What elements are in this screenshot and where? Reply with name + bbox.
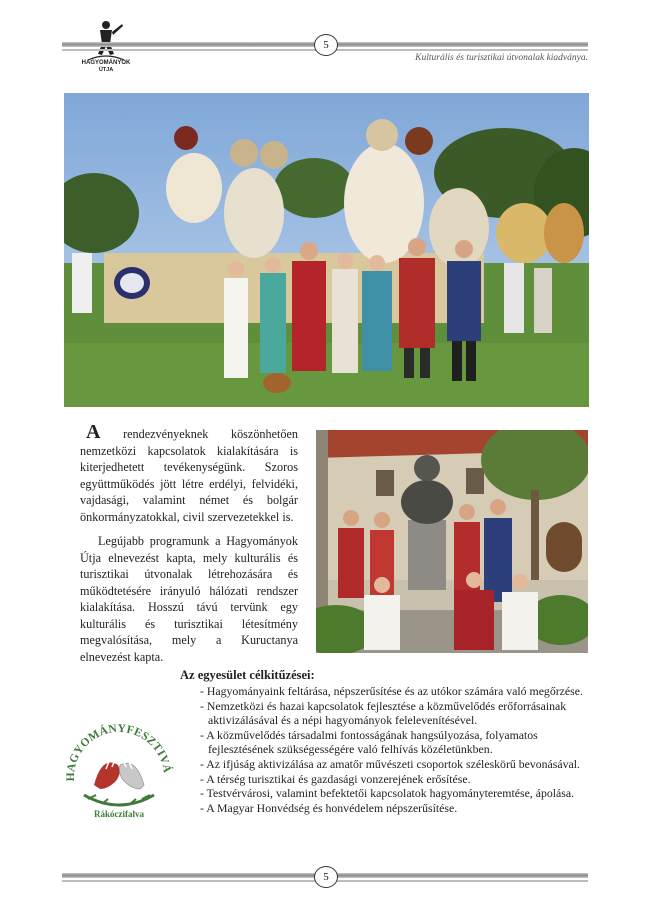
goal-item: - Nemzetközi és hazai kapcsolatok fejlesztése a közművelődés erőforrásainak aktivizálásával és a népi hagyományok felelevenítésével. bbox=[200, 698, 567, 728]
header-caption: Kulturális és turisztikai útvonalak kiadványa. bbox=[415, 53, 588, 63]
hagyomanyfesztival-logo bbox=[62, 715, 176, 821]
parade-float-photo bbox=[64, 93, 589, 407]
intro-paragraph-1 bbox=[80, 421, 298, 525]
goal-item: - A közművelődés társadalmi fontosságának hangsúlyozása, folyamatos fejlesztésének szükségességére való felhívás közéletünkben. bbox=[200, 727, 538, 757]
intro-paragraph-2 bbox=[80, 533, 298, 665]
goals-list bbox=[198, 684, 590, 815]
header-page-number: 5 bbox=[314, 34, 338, 56]
festival-logo-place: Rákóczifalva bbox=[94, 809, 144, 819]
statue-group-photo bbox=[316, 430, 588, 653]
goal-item: - A térség turisztikai és gazdasági vonzerejének erősítése. bbox=[200, 771, 471, 786]
festival-logo-title: HAGYOMÁNYFESZTIVÁ bbox=[64, 722, 173, 782]
goal-item: - Testvérvárosi, valamint befektetői kapcsolatok hagyományteremtése, ápolása. bbox=[200, 786, 575, 801]
footer-page-number: 5 bbox=[314, 866, 338, 888]
goal-item: - A Magyar Honvédség és honvédelem népszerűsítése. bbox=[200, 800, 458, 815]
goals-title: Az egyesület célkitűzései: bbox=[180, 668, 315, 682]
intro-paragraph-2-text: Legújabb programunk a Hagyományok Útja elnevezést kapta, mely kulturális és turisztikai útvonalak létrehozására és működtetésére irányuló hálózati rendszer kialakítása. Hosszú távú tervünk egy kulturális és turisztikai létesítmény megvalósítása, mely a Kuructanya elnevezést kapta. bbox=[80, 534, 298, 664]
intro-paragraph-1-text: rendezvényeknek köszönhetően nemzetközi kapcsolatok kialakítására is kiterjedhetett tevékenységünk. Szoros együttműködés jött létre erdélyi, felvidéki, vajdasági, valamint német és bolgár önkormányzatokkal, civil szervezetekkel is. bbox=[80, 427, 298, 524]
svg-text:HAGYOMÁNYOK: HAGYOMÁNYOK bbox=[81, 60, 131, 66]
drop-cap: A bbox=[86, 421, 101, 443]
goal-item: - Az ifjúság aktivizálása az amatőr művészeti csoportok széleskörű bevonásával. bbox=[200, 756, 580, 771]
svg-text:ÚTJA: ÚTJA bbox=[98, 67, 114, 72]
goal-item: - Hagyományaink feltárása, népszerűsítése és az utókor számára való megőrzése. bbox=[200, 684, 583, 698]
